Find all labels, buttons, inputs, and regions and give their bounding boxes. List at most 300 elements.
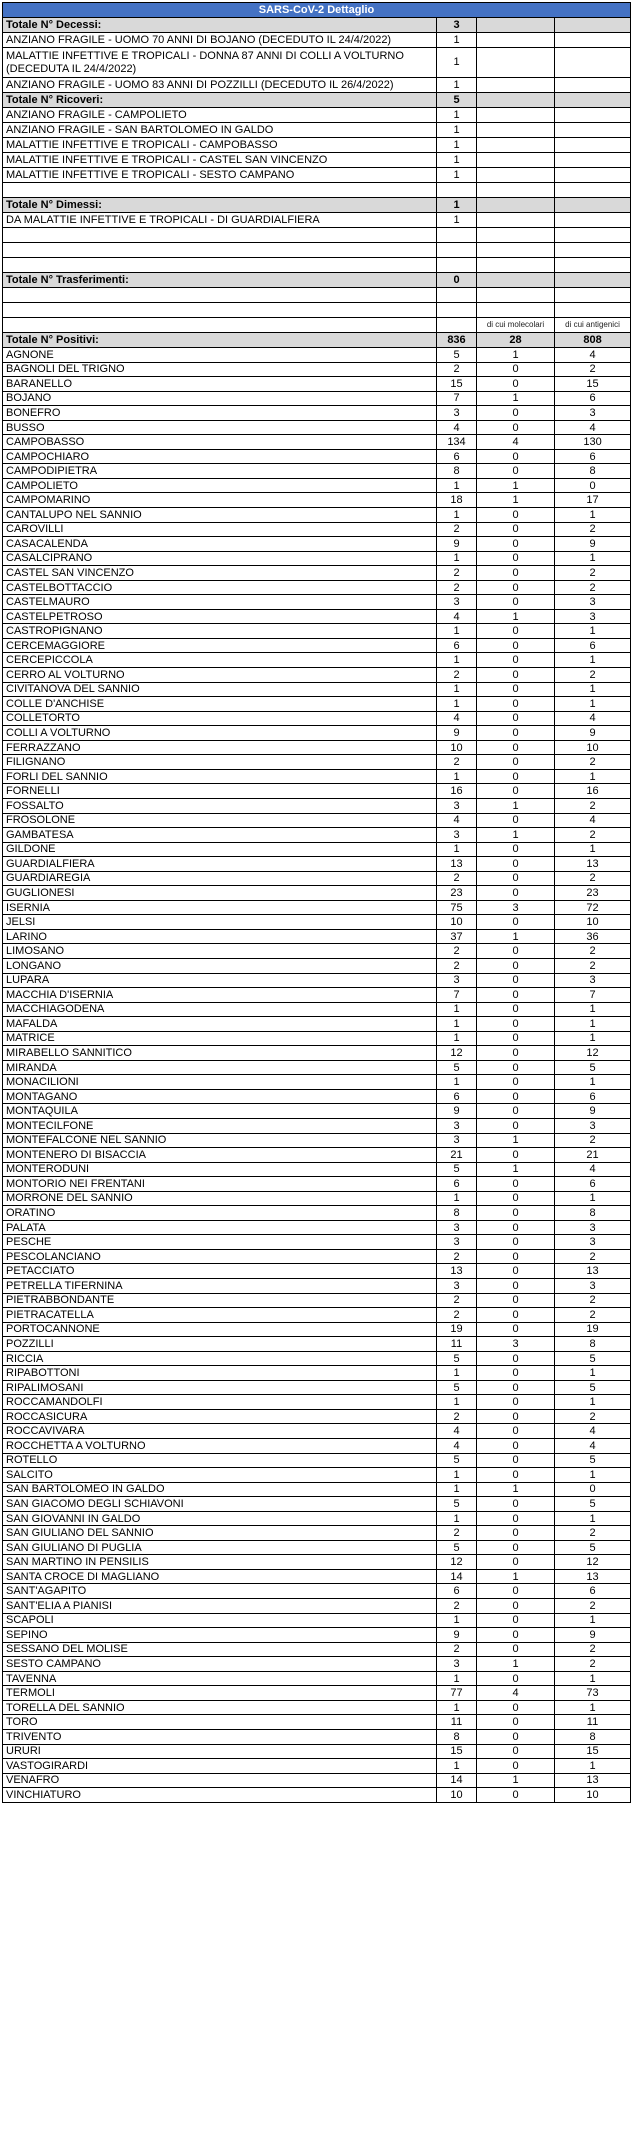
comune-antigenici: 13: [555, 1773, 631, 1788]
comune-molecolari: 0: [477, 1409, 555, 1424]
total-label-positivi: Totale N° Positivi:: [3, 333, 437, 348]
comune-name: MATRICE: [3, 1031, 437, 1046]
comune-molecolari: 0: [477, 784, 555, 799]
comune-molecolari: 0: [477, 420, 555, 435]
comune-name: FERRAZZANO: [3, 740, 437, 755]
comune-molecolari: 1: [477, 929, 555, 944]
empty-cell: [477, 48, 555, 78]
comune-molecolari: 1: [477, 348, 555, 363]
comune-antigenici: 5: [555, 1351, 631, 1366]
comune-molecolari: 0: [477, 1293, 555, 1308]
comune-name: FROSOLONE: [3, 813, 437, 828]
comune-total: 1: [437, 682, 477, 697]
comune-total: 3: [437, 1235, 477, 1250]
comune-name: CAMPOBASSO: [3, 435, 437, 450]
comune-antigenici: 5: [555, 1497, 631, 1512]
table-row: [3, 1540, 631, 1555]
table-row: [3, 420, 631, 435]
table-row: [3, 348, 631, 363]
empty-cell: [555, 18, 631, 33]
comune-name: COLLE D'ANCHISE: [3, 697, 437, 712]
item-count: 1: [437, 78, 477, 93]
comune-molecolari: 0: [477, 1017, 555, 1032]
comune-antigenici: 1: [555, 508, 631, 523]
comune-antigenici: 4: [555, 711, 631, 726]
comune-name: COLLETORTO: [3, 711, 437, 726]
comune-name: MIRANDA: [3, 1060, 437, 1075]
comune-total: 2: [437, 1293, 477, 1308]
comune-total: 1: [437, 1482, 477, 1497]
comune-molecolari: 0: [477, 1700, 555, 1715]
comune-total: 21: [437, 1148, 477, 1163]
comune-name: CASACALENDA: [3, 537, 437, 552]
comune-antigenici: 0: [555, 478, 631, 493]
comune-total: 2: [437, 871, 477, 886]
empty-cell: [555, 288, 631, 303]
item-count: 1: [437, 213, 477, 228]
comune-name: SALCITO: [3, 1468, 437, 1483]
table-row: [3, 886, 631, 901]
total-row-trasferimenti: [3, 273, 631, 288]
comune-name: RICCIA: [3, 1351, 437, 1366]
blank-row: [3, 228, 631, 243]
table-row: [3, 871, 631, 886]
empty-cell: [437, 318, 477, 333]
comune-name: LUPARA: [3, 973, 437, 988]
comune-name: AGNONE: [3, 348, 437, 363]
comune-total: 1: [437, 1671, 477, 1686]
item-description: MALATTIE INFETTIVE E TROPICALI - SESTO CAMPANO: [3, 168, 437, 183]
table-row: [3, 1453, 631, 1468]
comune-name: ROCCASICURA: [3, 1409, 437, 1424]
table-row: [3, 1264, 631, 1279]
comune-total: 4: [437, 1439, 477, 1454]
table-row: [3, 900, 631, 915]
table-row: [3, 1773, 631, 1788]
total-value-trasferimenti: 0: [437, 273, 477, 288]
comune-total: 1: [437, 551, 477, 566]
comune-molecolari: 0: [477, 871, 555, 886]
comune-total: 1: [437, 653, 477, 668]
comune-total: 5: [437, 1060, 477, 1075]
comune-antigenici: 3: [555, 1279, 631, 1294]
comune-antigenici: 15: [555, 1744, 631, 1759]
comune-molecolari: 0: [477, 1264, 555, 1279]
table-row: [3, 726, 631, 741]
comune-total: 11: [437, 1337, 477, 1352]
comune-name: CASTEL SAN VINCENZO: [3, 566, 437, 581]
comune-total: 1: [437, 1366, 477, 1381]
comune-molecolari: 0: [477, 1104, 555, 1119]
comune-name: PIETRABBONDANTE: [3, 1293, 437, 1308]
comune-antigenici: 5: [555, 1540, 631, 1555]
comune-total: 1: [437, 1700, 477, 1715]
table-row: [3, 1308, 631, 1323]
comune-antigenici: 5: [555, 1060, 631, 1075]
comune-name: BONEFRO: [3, 406, 437, 421]
comune-total: 75: [437, 900, 477, 915]
comune-total: 6: [437, 638, 477, 653]
blank-row: [3, 288, 631, 303]
empty-cell: [477, 198, 555, 213]
comune-name: LIMOSANO: [3, 944, 437, 959]
total-row-ricoveri: [3, 93, 631, 108]
comune-name: BARANELLO: [3, 377, 437, 392]
table-row: [3, 857, 631, 872]
comune-antigenici: 6: [555, 638, 631, 653]
comune-antigenici: 1: [555, 1395, 631, 1410]
comune-molecolari: 0: [477, 537, 555, 552]
table-row: [3, 1249, 631, 1264]
comune-total: 3: [437, 595, 477, 610]
comune-total: 1: [437, 1511, 477, 1526]
comune-total: 2: [437, 755, 477, 770]
table-row: [3, 1613, 631, 1628]
comune-name: PETACCIATO: [3, 1264, 437, 1279]
comune-name: PALATA: [3, 1220, 437, 1235]
comune-name: ISERNIA: [3, 900, 437, 915]
comune-name: SAN MARTINO IN PENSILIS: [3, 1555, 437, 1570]
table-row: [3, 1526, 631, 1541]
table-row: [3, 1279, 631, 1294]
comune-name: TORELLA DEL SANNIO: [3, 1700, 437, 1715]
table-row: [3, 1497, 631, 1512]
table-row: [3, 1351, 631, 1366]
empty-cell: [3, 258, 437, 273]
comune-total: 1: [437, 1759, 477, 1774]
comune-name: VASTOGIRARDI: [3, 1759, 437, 1774]
comune-molecolari: 0: [477, 1744, 555, 1759]
comune-molecolari: 0: [477, 944, 555, 959]
total-value-positivi: 836: [437, 333, 477, 348]
table-row: [3, 580, 631, 595]
comune-antigenici: 3: [555, 609, 631, 624]
table-row: [3, 1104, 631, 1119]
comune-name: VENAFRO: [3, 1773, 437, 1788]
comune-total: 2: [437, 580, 477, 595]
table-row: [3, 958, 631, 973]
comune-antigenici: 13: [555, 857, 631, 872]
comune-name: SAN GIULIANO DEL SANNIO: [3, 1526, 437, 1541]
comune-molecolari: 0: [477, 958, 555, 973]
comune-total: 3: [437, 1279, 477, 1294]
comune-total: 4: [437, 711, 477, 726]
list-item: [3, 78, 631, 93]
table-row: [3, 1700, 631, 1715]
comune-name: SAN GIACOMO DEGLI SCHIAVONI: [3, 1497, 437, 1512]
comune-antigenici: 1: [555, 682, 631, 697]
table-row: [3, 973, 631, 988]
comune-total: 13: [437, 1264, 477, 1279]
table-row: [3, 653, 631, 668]
comune-total: 134: [437, 435, 477, 450]
total-value-decessi: 3: [437, 18, 477, 33]
comune-total: 2: [437, 1642, 477, 1657]
comune-name: CANTALUPO NEL SANNIO: [3, 508, 437, 523]
table-row: [3, 1715, 631, 1730]
table-row: [3, 1686, 631, 1701]
comune-antigenici: 3: [555, 973, 631, 988]
comune-name: BOJANO: [3, 391, 437, 406]
comune-molecolari: 0: [477, 1118, 555, 1133]
comune-antigenici: 17: [555, 493, 631, 508]
comune-total: 5: [437, 1162, 477, 1177]
comune-molecolari: 1: [477, 478, 555, 493]
comune-molecolari: 0: [477, 1453, 555, 1468]
total-label-decessi: Totale N° Decessi:: [3, 18, 437, 33]
comune-name: POZZILLI: [3, 1337, 437, 1352]
comune-total: 1: [437, 1191, 477, 1206]
comune-total: 5: [437, 1497, 477, 1512]
comune-total: 8: [437, 464, 477, 479]
comune-antigenici: 13: [555, 1264, 631, 1279]
table-row: [3, 842, 631, 857]
empty-cell: [3, 183, 437, 198]
table-row: [3, 944, 631, 959]
comune-antigenici: 2: [555, 871, 631, 886]
table-row: [3, 1729, 631, 1744]
empty-cell: [3, 228, 437, 243]
comune-antigenici: 1: [555, 697, 631, 712]
comune-antigenici: 0: [555, 1482, 631, 1497]
empty-cell: [3, 243, 437, 258]
comune-molecolari: 1: [477, 828, 555, 843]
comune-total: 9: [437, 1628, 477, 1643]
comune-total: 2: [437, 958, 477, 973]
empty-cell: [477, 273, 555, 288]
empty-cell: [3, 303, 437, 318]
comune-total: 6: [437, 449, 477, 464]
empty-cell: [477, 258, 555, 273]
comune-total: 3: [437, 1220, 477, 1235]
comune-name: MORRONE DEL SANNIO: [3, 1191, 437, 1206]
total-value-dimessi: 1: [437, 198, 477, 213]
table-row: [3, 798, 631, 813]
empty-cell: [437, 303, 477, 318]
table-row: [3, 1075, 631, 1090]
comune-total: 2: [437, 1599, 477, 1614]
table-row: [3, 1060, 631, 1075]
comune-antigenici: 16: [555, 784, 631, 799]
comune-total: 9: [437, 1104, 477, 1119]
comune-antigenici: 6: [555, 1584, 631, 1599]
table-row: [3, 1322, 631, 1337]
comune-antigenici: 8: [555, 1729, 631, 1744]
comune-total: 4: [437, 813, 477, 828]
comune-molecolari: 0: [477, 1642, 555, 1657]
comune-total: 6: [437, 1177, 477, 1192]
table-row: [3, 377, 631, 392]
comune-antigenici: 8: [555, 1337, 631, 1352]
comune-antigenici: 4: [555, 348, 631, 363]
table-row: [3, 1642, 631, 1657]
comune-total: 3: [437, 973, 477, 988]
comune-total: 3: [437, 1133, 477, 1148]
list-item: [3, 213, 631, 228]
comune-antigenici: 13: [555, 1569, 631, 1584]
report-table: [2, 2, 631, 1803]
comune-molecolari: 0: [477, 1599, 555, 1614]
comune-molecolari: 0: [477, 1002, 555, 1017]
table-row: [3, 1017, 631, 1032]
empty-cell: [555, 228, 631, 243]
empty-cell: [477, 33, 555, 48]
comune-antigenici: 6: [555, 449, 631, 464]
table-row: [3, 1031, 631, 1046]
comune-total: 5: [437, 1453, 477, 1468]
table-row: [3, 449, 631, 464]
comune-total: 1: [437, 769, 477, 784]
comune-antigenici: 1: [555, 1700, 631, 1715]
comune-total: 3: [437, 828, 477, 843]
blank-row: [3, 183, 631, 198]
table-row: [3, 1293, 631, 1308]
empty-cell: [555, 183, 631, 198]
empty-cell: [3, 288, 437, 303]
comune-molecolari: 0: [477, 522, 555, 537]
comune-molecolari: 0: [477, 624, 555, 639]
comune-molecolari: 0: [477, 377, 555, 392]
comune-antigenici: 23: [555, 886, 631, 901]
comune-antigenici: 1: [555, 1759, 631, 1774]
table-row: [3, 711, 631, 726]
table-row: [3, 1148, 631, 1163]
comune-total: 1: [437, 1468, 477, 1483]
item-count: 1: [437, 153, 477, 168]
comune-name: CASTELBOTTACCIO: [3, 580, 437, 595]
comune-name: CASTELPETROSO: [3, 609, 437, 624]
comune-name: PETRELLA TIFERNINA: [3, 1279, 437, 1294]
comune-total: 2: [437, 1526, 477, 1541]
comune-molecolari: 1: [477, 1482, 555, 1497]
comune-total: 2: [437, 1249, 477, 1264]
comune-antigenici: 2: [555, 1657, 631, 1672]
comune-name: MONTAQUILA: [3, 1104, 437, 1119]
table-row: [3, 522, 631, 537]
table-row: [3, 1235, 631, 1250]
comune-total: 4: [437, 420, 477, 435]
comune-antigenici: 19: [555, 1322, 631, 1337]
comune-name: CAMPOCHIARO: [3, 449, 437, 464]
comune-name: SESTO CAMPANO: [3, 1657, 437, 1672]
comune-name: SESSANO DEL MOLISE: [3, 1642, 437, 1657]
comune-antigenici: 2: [555, 798, 631, 813]
comune-molecolari: 0: [477, 1788, 555, 1803]
comune-molecolari: 0: [477, 1031, 555, 1046]
comune-antigenici: 2: [555, 1308, 631, 1323]
comune-molecolari: 3: [477, 1337, 555, 1352]
comune-antigenici: 7: [555, 988, 631, 1003]
comune-molecolari: 0: [477, 1191, 555, 1206]
comune-name: SAN GIOVANNI IN GALDO: [3, 1511, 437, 1526]
comune-total: 1: [437, 508, 477, 523]
comune-antigenici: 21: [555, 1148, 631, 1163]
table-row: [3, 1671, 631, 1686]
comune-molecolari: 0: [477, 580, 555, 595]
comune-antigenici: 1: [555, 551, 631, 566]
empty-cell: [437, 258, 477, 273]
comune-antigenici: 15: [555, 377, 631, 392]
table-row: [3, 1337, 631, 1352]
comune-molecolari: 0: [477, 1511, 555, 1526]
comune-total: 1: [437, 624, 477, 639]
item-description: MALATTIE INFETTIVE E TROPICALI - CASTEL SAN VINCENZO: [3, 153, 437, 168]
table-row: [3, 435, 631, 450]
comune-name: URURI: [3, 1744, 437, 1759]
table-row: [3, 828, 631, 843]
table-row: [3, 1584, 631, 1599]
comune-total: 1: [437, 1075, 477, 1090]
table-row: [3, 988, 631, 1003]
table-row: [3, 1555, 631, 1570]
comune-molecolari: 0: [477, 1235, 555, 1250]
comune-antigenici: 2: [555, 362, 631, 377]
item-count: 1: [437, 108, 477, 123]
comune-name: MACCHIA D'ISERNIA: [3, 988, 437, 1003]
comune-antigenici: 130: [555, 435, 631, 450]
comune-total: 18: [437, 493, 477, 508]
table-row: [3, 464, 631, 479]
comune-total: 19: [437, 1322, 477, 1337]
comune-name: PESCOLANCIANO: [3, 1249, 437, 1264]
comune-total: 10: [437, 1788, 477, 1803]
comune-antigenici: 4: [555, 1424, 631, 1439]
comune-name: MONTEFALCONE NEL SANNIO: [3, 1133, 437, 1148]
table-row: [3, 1759, 631, 1774]
item-description: DA MALATTIE INFETTIVE E TROPICALI - DI GUARDIALFIERA: [3, 213, 437, 228]
comune-total: 2: [437, 944, 477, 959]
comune-molecolari: 0: [477, 886, 555, 901]
table-row: [3, 697, 631, 712]
comune-molecolari: 0: [477, 1729, 555, 1744]
comune-antigenici: 2: [555, 668, 631, 683]
comune-name: CIVITANOVA DEL SANNIO: [3, 682, 437, 697]
table-row: [3, 1191, 631, 1206]
comune-total: 2: [437, 362, 477, 377]
comune-total: 5: [437, 1351, 477, 1366]
report-table-body: [3, 3, 631, 1803]
comune-name: TRIVENTO: [3, 1729, 437, 1744]
comune-name: CERCEPICCOLA: [3, 653, 437, 668]
empty-cell: [477, 93, 555, 108]
comune-total: 3: [437, 798, 477, 813]
list-item: [3, 123, 631, 138]
table-row: [3, 406, 631, 421]
comune-molecolari: 0: [477, 406, 555, 421]
comune-molecolari: 0: [477, 1468, 555, 1483]
empty-cell: [477, 168, 555, 183]
empty-cell: [437, 288, 477, 303]
comune-total: 1: [437, 1002, 477, 1017]
comune-molecolari: 1: [477, 493, 555, 508]
comune-antigenici: 12: [555, 1046, 631, 1061]
item-description: ANZIANO FRAGILE - CAMPOLIETO: [3, 108, 437, 123]
empty-cell: [477, 228, 555, 243]
comune-antigenici: 4: [555, 420, 631, 435]
comune-molecolari: 0: [477, 813, 555, 828]
comune-antigenici: 5: [555, 1453, 631, 1468]
comune-name: ORATINO: [3, 1206, 437, 1221]
comune-molecolari: 1: [477, 1773, 555, 1788]
comune-total: 15: [437, 1744, 477, 1759]
item-count: 1: [437, 138, 477, 153]
comune-molecolari: 0: [477, 1497, 555, 1512]
empty-cell: [477, 183, 555, 198]
comune-total: 10: [437, 740, 477, 755]
item-description: MALATTIE INFETTIVE E TROPICALI - CAMPOBASSO: [3, 138, 437, 153]
empty-cell: [3, 318, 437, 333]
comune-molecolari: 0: [477, 1060, 555, 1075]
